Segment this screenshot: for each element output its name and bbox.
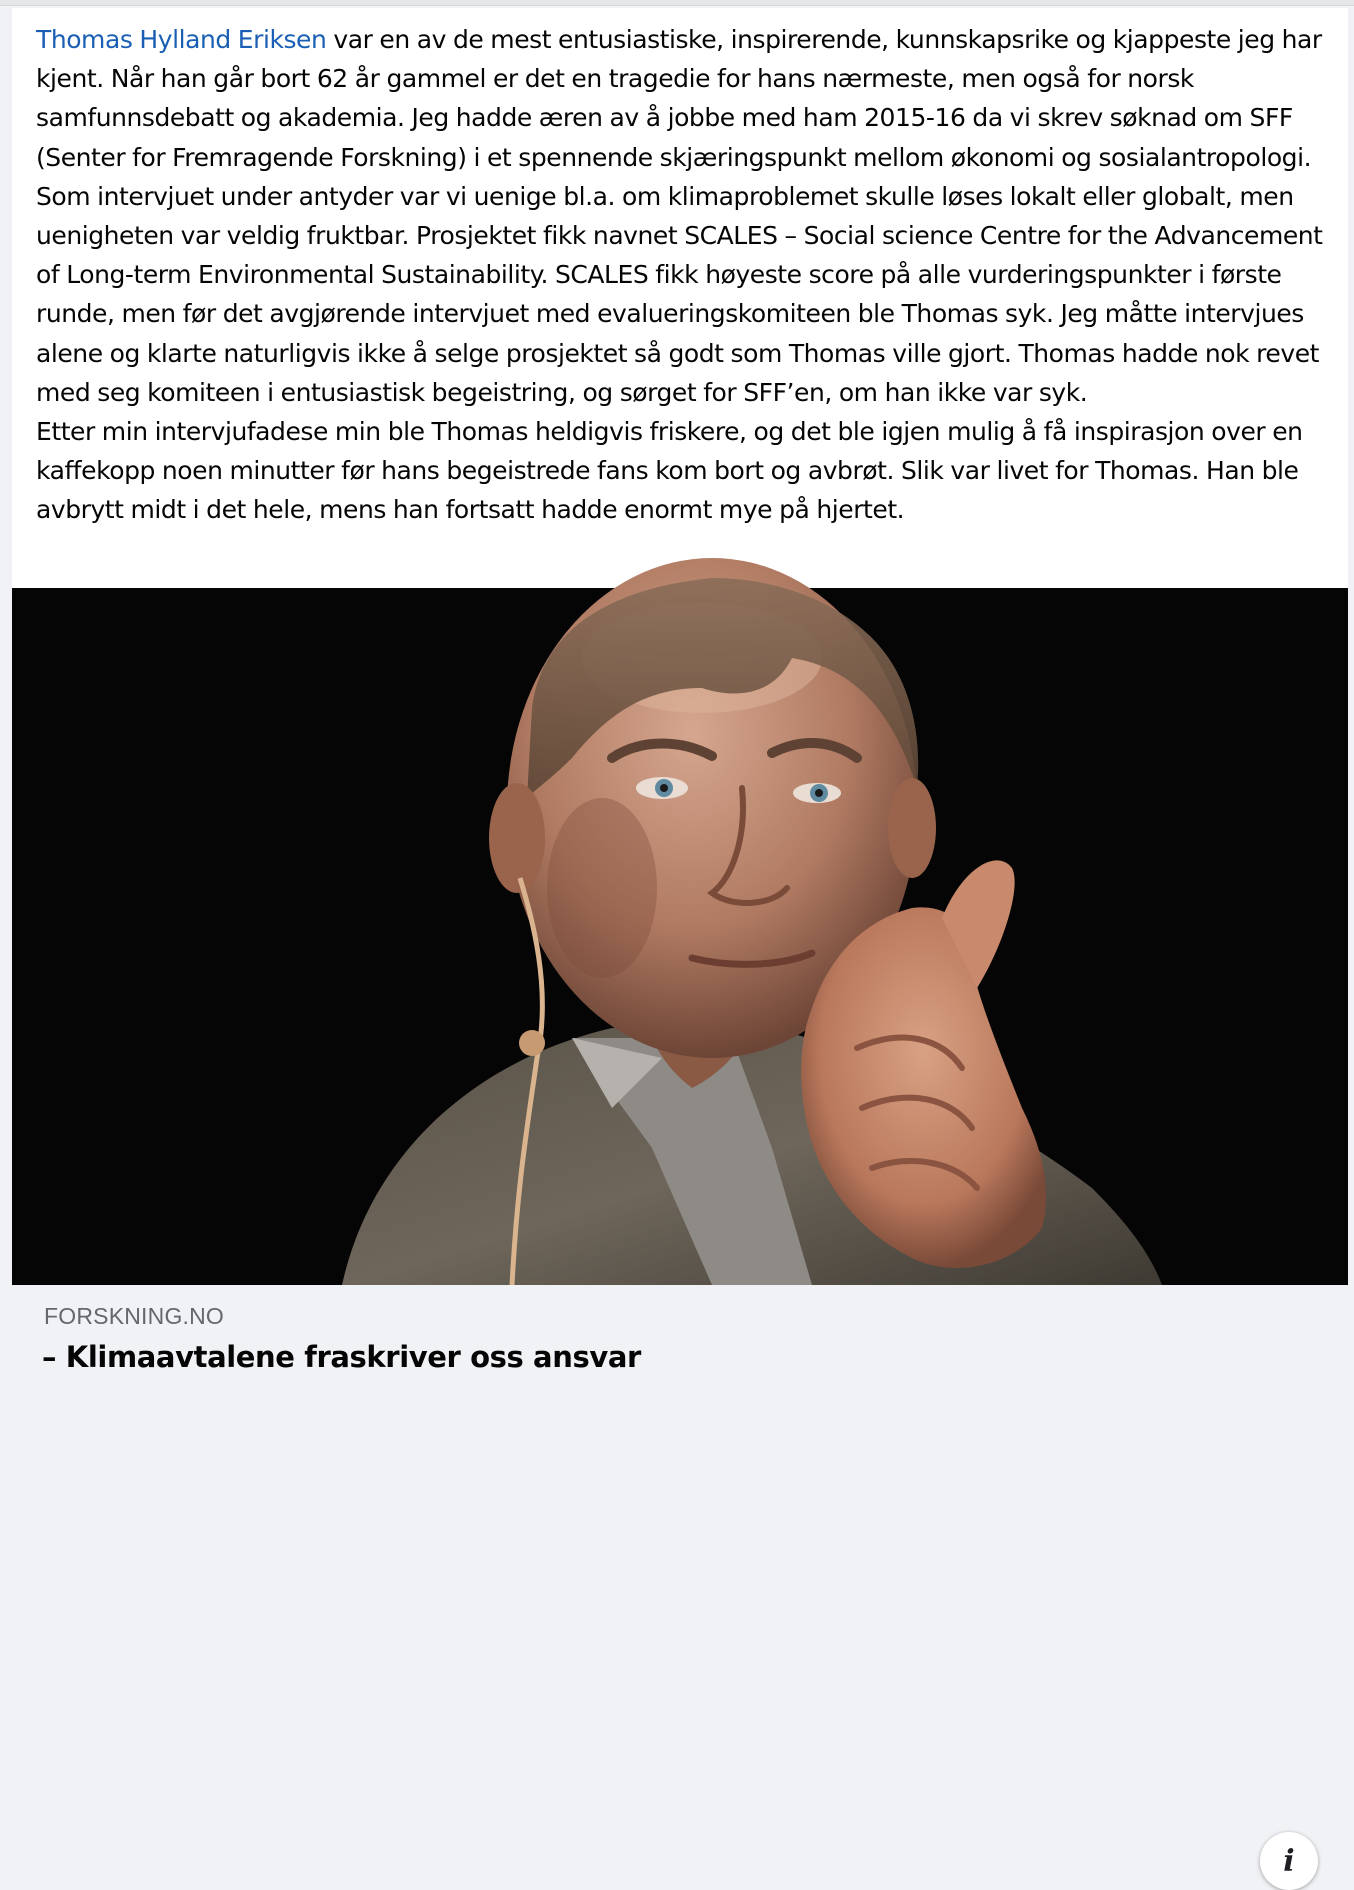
post-text [36, 20, 1336, 530]
profile-mention-link[interactable]: Thomas Hylland Eriksen [36, 25, 327, 54]
post-paragraph-1-text: var en av de mest entusiastiske, inspirerende, kunnskapsrike og kjappeste jeg har kjent. Når han går bort 62 år gammel er det en tragedie for hans nærmeste, men også for norsk samfunnsdebatt og akademia. Jeg hadde æren av å jobbe med ham 2015-16 da vi skrev søknad om SFF (Senter for Fremragende Forskning) i et spennende skjæringspunkt mellom økonomi og sosialantropologi. Som intervjuet under antyder var vi uenige bl.a. om klimaproblemet skulle løses lokalt eller globalt, men uenigheten var veldig fruktbar. Prosjektet fikk navnet SCALES – Social science Centre for the Advancement of Long-term Environmental Sustainability. SCALES fikk høyeste score på alle vurderingspunkter i første runde, men før det avgjørende intervjuet med evalueringskomiteen ble Thomas syk. Jeg måtte intervjues alene og klarte naturligvis ikke å selge prosjektet så godt som Thomas ville gjort. Thomas hadde nok revet med seg komiteen i entusiastisk begeistring, og sørget for SFF’en, om han ikke var syk. [36, 25, 1323, 407]
image-info-button[interactable] [1260, 1832, 1318, 1890]
post-card [12, 8, 1348, 1879]
post-paragraph-1 [36, 20, 1336, 412]
link-preview[interactable] [12, 1285, 1348, 1405]
portrait-photo [12, 588, 1348, 1285]
top-divider [0, 0, 1354, 6]
info-icon: i [1283, 1843, 1295, 1879]
link-title[interactable]: – Klimaavtalene fraskriver oss ansvar [42, 1340, 641, 1374]
link-domain: FORSKNING.NO [44, 1303, 225, 1329]
post-paragraph-2: Etter min intervjufadese min ble Thomas heldigvis friskere, og det ble igjen mulig å få inspirasjon over en kaffekopp noen minutter før hans begeistrede fans kom bort og avbrøt. Slik var livet for Thomas. Han ble avbrytt midt i det hele, mens han fortsatt hadde enormt mye på hjertet. [36, 417, 1303, 525]
